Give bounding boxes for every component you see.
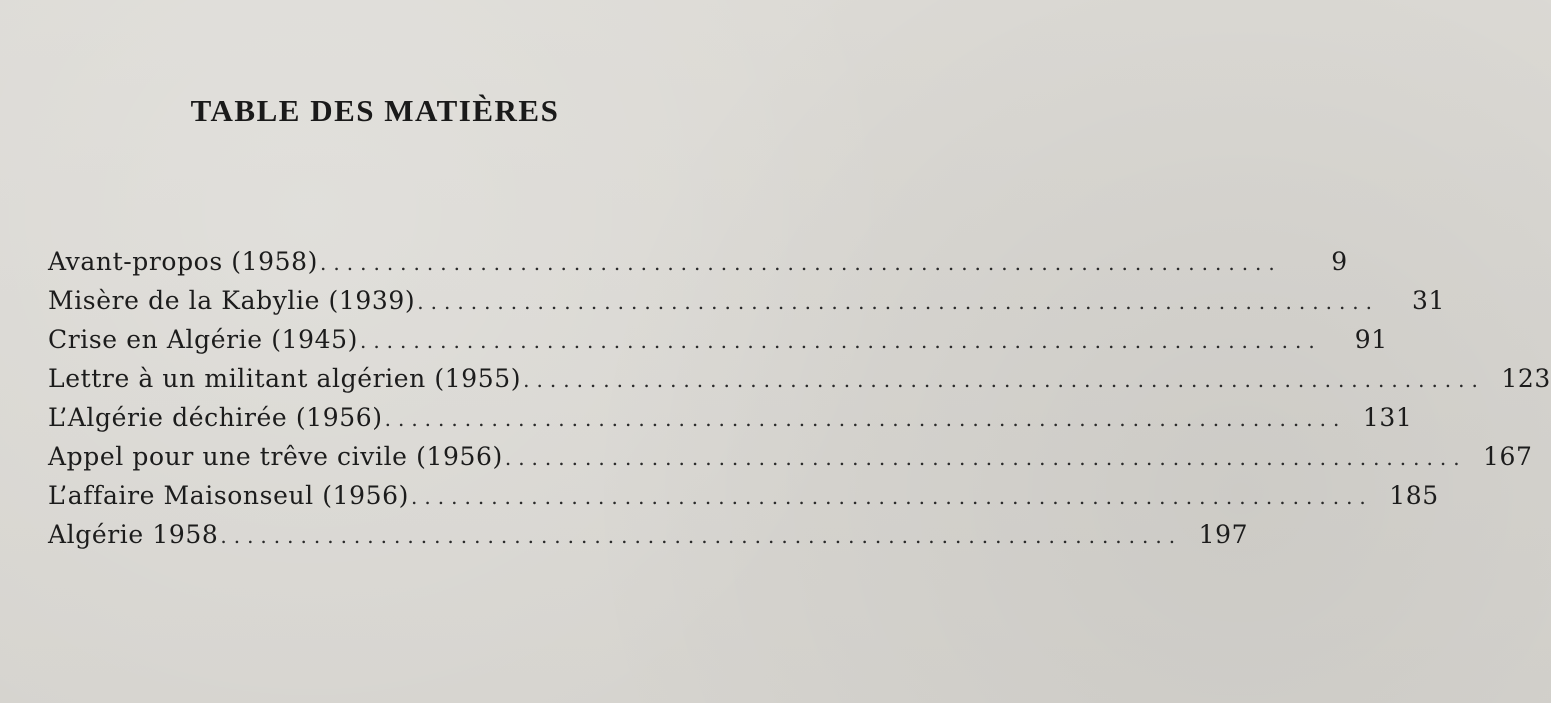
toc-entry-page: 31 bbox=[1412, 286, 1446, 315]
toc-entry bbox=[48, 442, 1533, 481]
toc-entry bbox=[48, 481, 1439, 520]
toc-entry-page: 91 bbox=[1354, 325, 1388, 354]
toc-entry bbox=[48, 520, 1249, 559]
leader-dots: ........................................................................ bbox=[384, 407, 1347, 431]
toc-entry-label: Lettre à un militant algérien (1955) bbox=[48, 364, 522, 393]
toc-entry-label: Avant-propos (1958) bbox=[48, 247, 319, 276]
toc-entry-label: L’affaire Maisonseul (1956) bbox=[48, 481, 410, 510]
toc-entry bbox=[48, 364, 1551, 403]
toc-entry-page: 185 bbox=[1389, 481, 1439, 510]
toc-entry bbox=[48, 403, 1413, 442]
leader-dots: ........................................................................ bbox=[523, 368, 1485, 392]
toc-entry-page: 167 bbox=[1483, 442, 1533, 471]
leader-dots: ........................................................................ bbox=[417, 290, 1380, 314]
leader-dots: ........................................................................ bbox=[411, 485, 1373, 509]
toc-entry-label: Appel pour une trêve civile (1956) bbox=[48, 442, 503, 471]
toc-entry-page: 9 bbox=[1331, 247, 1348, 276]
toc-entry-label: Misère de la Kabylie (1939) bbox=[48, 286, 416, 315]
page-title: TABLE DES MATIÈRES bbox=[190, 93, 560, 128]
toc-entry-page: 197 bbox=[1198, 520, 1249, 549]
table-of-contents bbox=[48, 247, 1551, 559]
toc-entry-label: L’Algérie déchirée (1956) bbox=[48, 403, 383, 432]
toc-entry bbox=[48, 247, 1348, 286]
leader-dots: ........................................................................ bbox=[359, 329, 1322, 353]
toc-entry-label: Algérie 1958 bbox=[48, 520, 219, 549]
toc-entry-page: 123 bbox=[1501, 364, 1551, 393]
toc-entry-page: 131 bbox=[1362, 403, 1413, 432]
leader-dots: ........................................................................ bbox=[504, 446, 1467, 470]
leader-dots: ........................................................................ bbox=[320, 251, 1282, 275]
toc-entry bbox=[48, 325, 1388, 364]
toc-entry-label: Crise en Algérie (1945) bbox=[48, 325, 358, 354]
toc-entry bbox=[48, 286, 1446, 325]
leader-dots: ........................................................................ bbox=[220, 524, 1183, 548]
